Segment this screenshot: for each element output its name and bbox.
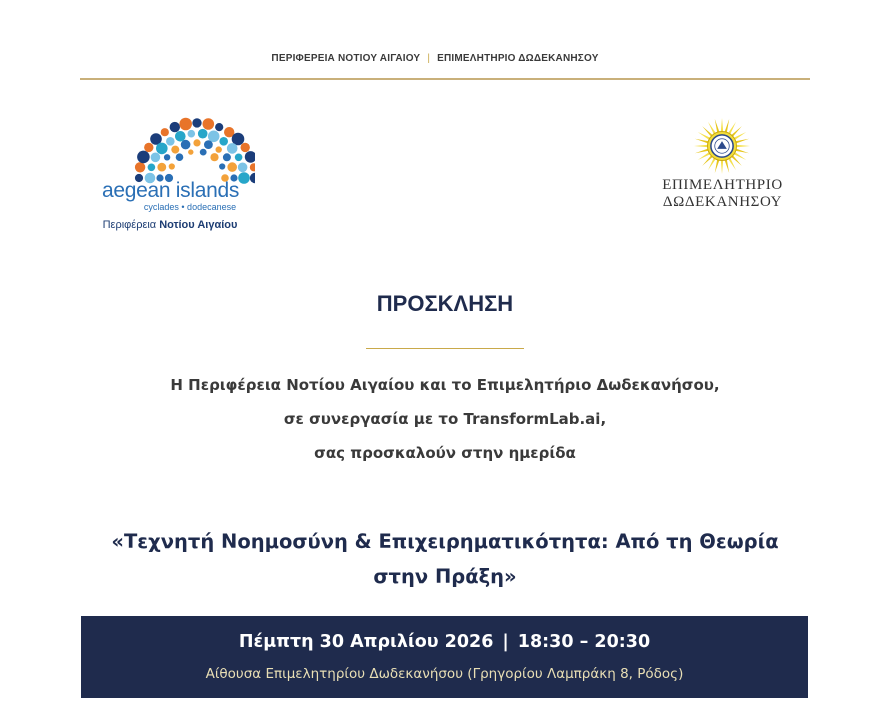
- logo-dot: [198, 129, 208, 139]
- aegean-region-label: [82, 219, 258, 231]
- event-time: 18:30 – 20:30: [517, 632, 651, 652]
- logo-dot: [148, 164, 156, 172]
- seal-ray: [721, 159, 724, 174]
- logo-dot: [223, 153, 231, 161]
- logo-dot: [175, 131, 186, 142]
- seal-ray: [724, 119, 729, 133]
- chamber-seal-icon: [693, 117, 751, 175]
- logo-dot: [188, 130, 196, 138]
- datetime-separator: |: [502, 632, 509, 652]
- logo-dot: [188, 149, 193, 154]
- seal-ray: [695, 139, 709, 144]
- seal-ray: [694, 145, 709, 148]
- event-details-banner: [81, 616, 808, 698]
- logo-dot: [227, 162, 237, 172]
- page-title: ΠΡΟΣΚΛΗΣΗ: [376, 291, 514, 316]
- header-separator: |: [427, 53, 431, 64]
- event-title-line-1: «Τεχνητή Νοημοσύνη & Επιχειρηματικότητα: Από τη Θεωρία: [111, 530, 779, 553]
- header-organizers: [0, 53, 870, 64]
- logo-dot: [144, 143, 153, 152]
- chamber-name-line1: ΕΠΙΜΕΛΗΤΗΡΙΟ: [662, 177, 783, 193]
- logo-dot: [181, 140, 191, 150]
- logo-dot: [208, 131, 220, 143]
- region-prefix: Περιφέρεια: [102, 219, 157, 231]
- logo-dot: [151, 153, 161, 163]
- seal-ray: [715, 119, 720, 133]
- seal-ray: [735, 148, 749, 153]
- title-divider: [366, 348, 524, 349]
- logo-dot: [210, 153, 218, 161]
- logo-dot: [135, 162, 145, 172]
- event-date: Πέμπτη 30 Απριλίου 2026: [238, 632, 494, 652]
- aegean-wordmark: aegean islands: [101, 179, 240, 202]
- seal-ray: [735, 139, 749, 144]
- logo-dot: [238, 163, 248, 173]
- logo-dot: [200, 149, 207, 156]
- logo-dot: [193, 139, 200, 146]
- logo-dot: [164, 154, 170, 160]
- logo-dot: [227, 143, 238, 154]
- region-name: Νοτίου Αιγαίου: [159, 219, 238, 231]
- intro-line-2: σε συνεργασία με το TransformLab.ai,: [283, 410, 607, 428]
- logo-dot: [137, 151, 150, 164]
- header-divider: [80, 78, 810, 80]
- aegean-subline: cyclades • dodecanese: [143, 202, 237, 212]
- event-datetime: [81, 632, 808, 652]
- logo-dot: [203, 118, 215, 130]
- logo-dot: [245, 151, 255, 163]
- logo-dot: [219, 163, 225, 169]
- logo-dot: [241, 143, 250, 152]
- logo-dot: [250, 163, 255, 171]
- logo-dot: [157, 163, 166, 172]
- chamber-name-line2: ΔΩΔΕΚΑΝΗΣΟΥ: [662, 194, 783, 210]
- invitation-intro: [0, 368, 870, 470]
- chamber-name: [640, 177, 805, 211]
- event-title-line-2: στην Πράξη»: [373, 565, 517, 588]
- logo-dot: [179, 118, 192, 131]
- seal-ray: [715, 159, 720, 173]
- intro-line-3: σας προσκαλούν στην ημερίδα: [314, 444, 576, 462]
- logo-dot: [156, 143, 168, 155]
- logo-dot: [176, 153, 184, 161]
- logo-dot: [215, 123, 223, 131]
- logo-dot: [171, 146, 179, 154]
- intro-line-1: Η Περιφέρεια Νοτίου Αιγαίου και το Επιμελητήριο Δωδεκανήσου,: [170, 376, 720, 394]
- logo-dot: [204, 140, 213, 149]
- seal-ray: [724, 159, 729, 173]
- seal-ray: [721, 118, 724, 133]
- seal-ray: [735, 145, 750, 148]
- event-venue: Αίθουσα Επιμελητηρίου Δωδεκανήσου (Γρηγορίου Λαμπράκη 8, Ρόδος): [205, 666, 684, 682]
- seal-ray: [695, 148, 709, 153]
- logo-dot: [169, 163, 175, 169]
- aegean-islands-logo-icon: [85, 103, 255, 238]
- event-title: [60, 524, 830, 594]
- logo-dot: [166, 137, 175, 146]
- header-chamber-text: ΕΠΙΜΕΛΗΤΗΡΙΟ ΔΩΔΕΚΑΝΗΣΟΥ: [437, 53, 599, 64]
- logo-dot: [235, 154, 243, 162]
- logo-dot: [170, 122, 180, 132]
- logo-dot: [192, 118, 201, 127]
- header-region-text: ΠΕΡΙΦΕΡΕΙΑ ΝΟΤΙΟΥ ΑΙΓΑΙΟΥ: [271, 53, 421, 64]
- logo-dot: [216, 146, 222, 152]
- logo-dot: [219, 137, 228, 146]
- logo-dot: [161, 128, 169, 136]
